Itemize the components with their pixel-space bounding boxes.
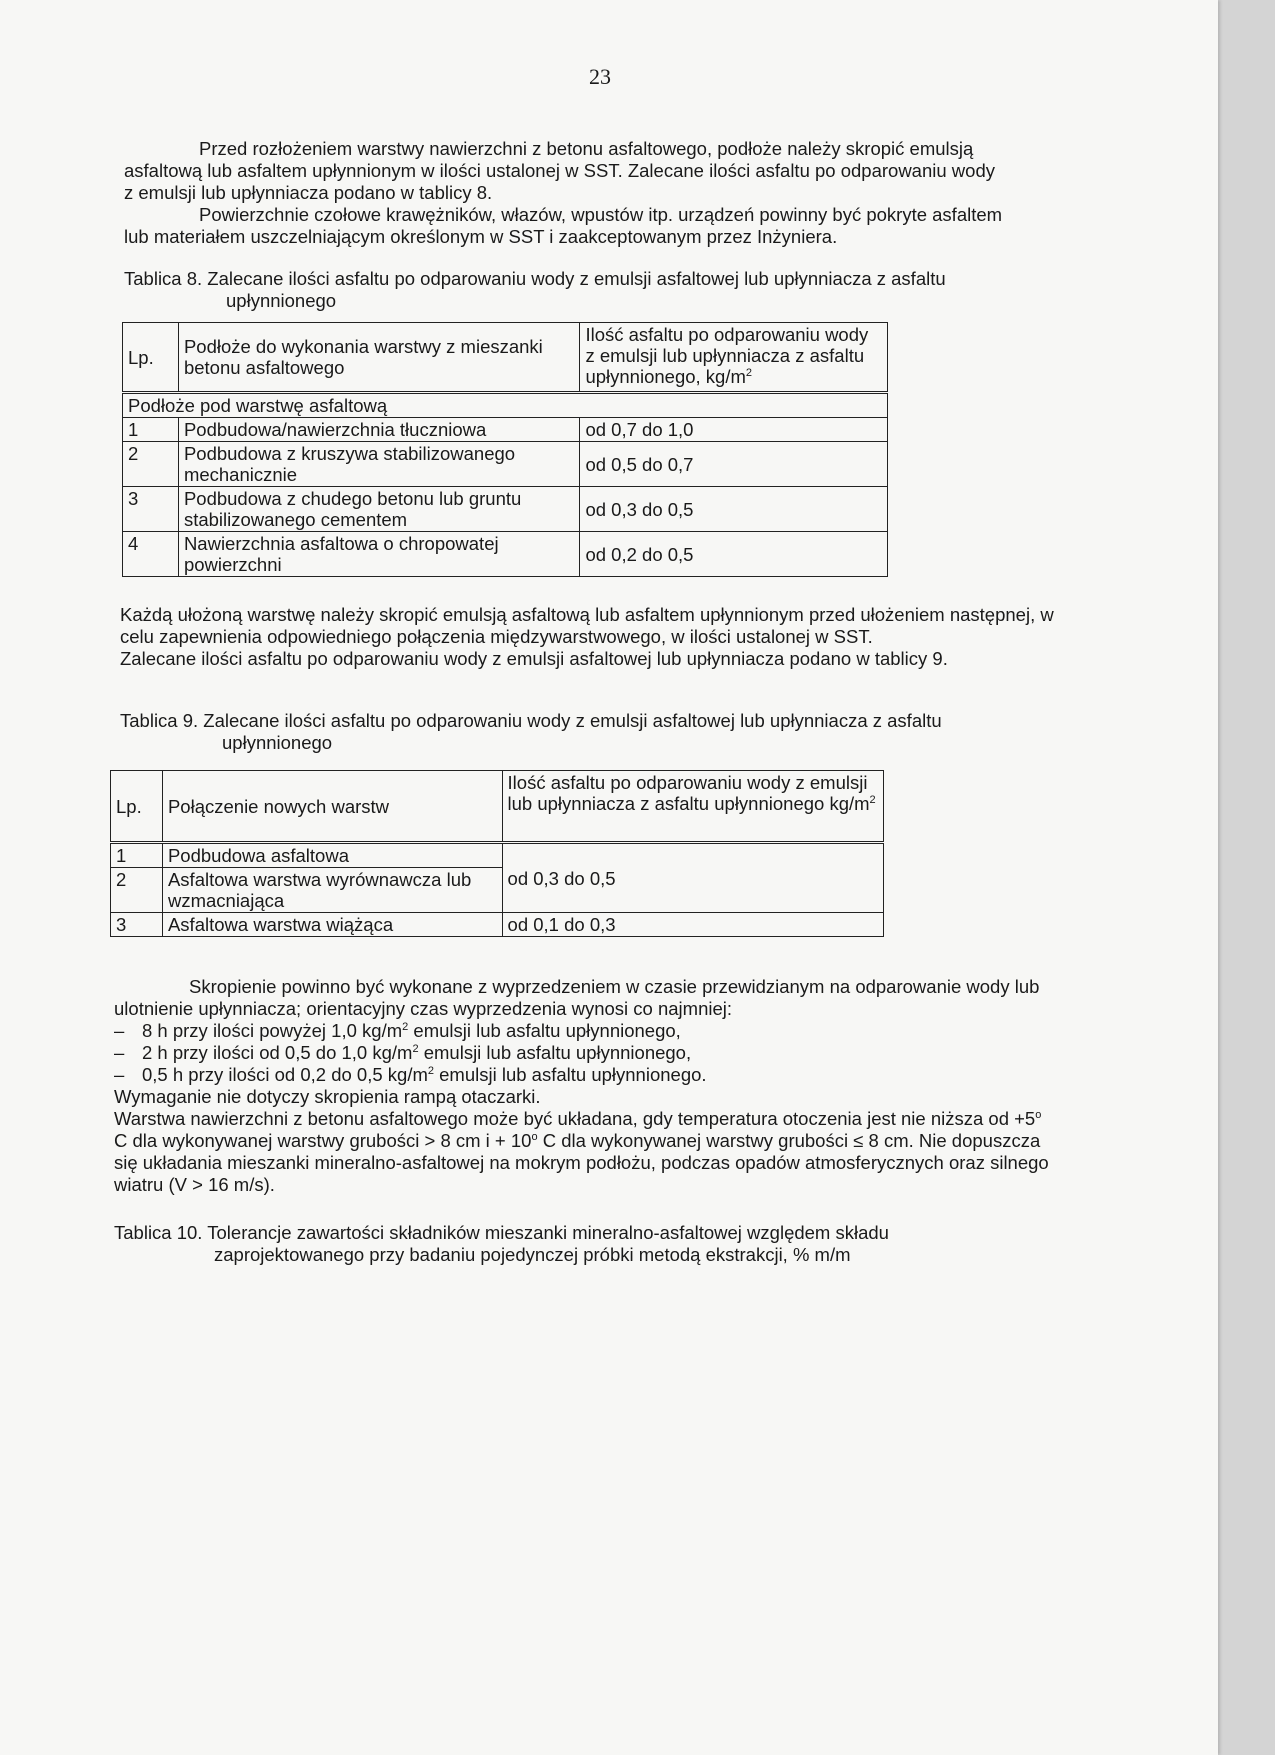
list-dash: – bbox=[114, 1020, 125, 1041]
cell-lp: 2 bbox=[111, 868, 163, 913]
list-item bbox=[114, 1020, 1059, 1042]
temperature-paragraph: Warstwa nawierzchni z betonu asfaltowego może być układana, gdy temperatura otoczenia jest nie niższa od $+5^o$ C dla wykonywanej warstwy grubości > 8 cm $i + 10^o$ C dla wykonywanej warstwy grubości ≤ 8 cm. Nie dopuszcza się układania mieszanki mineralno-asfaltowej na mokrym podłożu, podczas opadów atmosferycznych oraz silnego wiatru (V > 16 m/s). bbox=[114, 1108, 1049, 1195]
table-row bbox=[123, 487, 888, 532]
table-8 bbox=[122, 322, 888, 577]
list-text: 0,5 h przy ilości od 0,2 do 0,5 $kg/m^2$ emulsji lub asfaltu upłynnionego. bbox=[142, 1064, 707, 1085]
cell-surface: Podbudowa z kruszywa stabilizowanego mechanicznie bbox=[178, 442, 580, 487]
table-header-row bbox=[111, 771, 884, 843]
header-surface: Podłoże do wykonania warstwy z mieszanki betonu asfaltowego bbox=[178, 323, 580, 393]
caption-line: Tablica 10. Tolerancje zawartości składników mieszanki mineralno-asfaltowej względem składu bbox=[114, 1222, 889, 1243]
caption-line: upłynnionego bbox=[226, 290, 337, 311]
header-amount: Ilość asfaltu po odparowaniu wody z emulsji lub upłynniacza z asfaltu upłynnionego $kg/m^2$ bbox=[502, 771, 883, 843]
cell-surface: Podbudowa z chudego betonu lub gruntu stabilizowanego cementem bbox=[178, 487, 580, 532]
list-text: 8 h przy ilości powyżej 1,0 $kg/m^2$ emulsji lub asfaltu upłynnionego, bbox=[142, 1020, 681, 1041]
section-label: Podłoże pod warstwę asfaltową bbox=[123, 393, 888, 418]
paragraph: Powierzchnie czołowe krawężników, włazów, wpustów itp. urządzeń powinny być pokryte asfaltem lub materiałem uszczelniającym określonym w SST i zaakceptowanym przez Inżyniera. bbox=[124, 204, 1003, 247]
cell-amount: od 0,7 do 1,0 bbox=[580, 418, 888, 442]
cell-amount: od 0,5 do 0,7 bbox=[580, 442, 888, 487]
cell-amount: od 0,3 do 0,5 bbox=[580, 487, 888, 532]
cell-lp: 3 bbox=[111, 913, 163, 937]
middle-paragraphs bbox=[120, 604, 1055, 670]
header-layers: Połączenie nowych warstw bbox=[162, 771, 502, 843]
list-dash: – bbox=[114, 1064, 125, 1085]
cell-surface: Nawierzchnia asfaltowa o chropowatej powierzchni bbox=[178, 532, 580, 577]
cell-lp: 3 bbox=[123, 487, 179, 532]
table-row bbox=[123, 418, 888, 442]
table-section-row bbox=[123, 393, 888, 418]
table9-caption bbox=[120, 710, 1050, 754]
page-number: 23 bbox=[589, 64, 611, 89]
table8-caption bbox=[124, 268, 1054, 312]
caption-line: Tablica 9. Zalecane ilości asfaltu po odparowaniu wody z emulsji asfaltowej lub upłynniacza z asfaltu bbox=[120, 710, 942, 731]
paragraph: Każdą ułożoną warstwę należy skropić emulsją asfaltową lub asfaltem upłynnionym przed ułożeniem następnej, w celu zapewnienia odpowiedniego połączenia międzywarstwowego, w ilości ustalonej w SST. bbox=[120, 604, 1054, 647]
cell-layers: Asfaltowa warstwa wiążąca bbox=[162, 913, 502, 937]
cell-amount: od 0,2 do 0,5 bbox=[580, 532, 888, 577]
table-9 bbox=[110, 770, 884, 937]
paragraph: Skropienie powinno być wykonane z wyprzedzeniem w czasie przewidzianym na odparowanie wody lub ulotnienie upłynniacza; orientacyjny czas wyprzedzenia wynosi co najmniej: bbox=[114, 976, 1040, 1019]
caption-line: zaprojektowanego przy badaniu pojedynczej próbki metodą ekstrakcji, % m/m bbox=[214, 1244, 851, 1265]
list-text: 2 h przy ilości od 0,5 do 1,0 $kg/m^2$ emulsji lub asfaltu upłynnionego, bbox=[142, 1042, 692, 1063]
cell-lp: 1 bbox=[111, 843, 163, 868]
list-item bbox=[114, 1064, 1059, 1086]
table10-caption bbox=[114, 1222, 1054, 1266]
header-lp: Lp. bbox=[123, 323, 179, 393]
cell-lp: 4 bbox=[123, 532, 179, 577]
cell-lp: 1 bbox=[123, 418, 179, 442]
cell-layers: Podbudowa asfaltowa bbox=[162, 843, 502, 868]
table-header-row bbox=[123, 323, 888, 393]
paragraph: Wymaganie nie dotyczy skropienia rampą otaczarki. bbox=[114, 1086, 541, 1107]
table-row bbox=[123, 442, 888, 487]
cell-surface: Podbudowa/nawierzchnia tłuczniowa bbox=[178, 418, 580, 442]
intro-paragraphs bbox=[124, 138, 1004, 248]
header-lp: Lp. bbox=[111, 771, 163, 843]
header-amount: Ilość asfaltu po odparowaniu wody z emulsji lub upłynniacza z asfaltu upłynnionego, $kg/m^2$ bbox=[580, 323, 888, 393]
cell-lp: 2 bbox=[123, 442, 179, 487]
table-row bbox=[111, 913, 884, 937]
paragraph: Zalecane ilości asfaltu po odparowaniu wody z emulsji asfaltowej lub upłynniacza podano w tablicy 9. bbox=[120, 648, 948, 669]
list-item bbox=[114, 1042, 1059, 1064]
spraying-section bbox=[114, 976, 1059, 1196]
table-row bbox=[123, 532, 888, 577]
table-row bbox=[111, 843, 884, 868]
caption-line: upłynnionego bbox=[222, 732, 333, 753]
caption-line: Tablica 8. Zalecane ilości asfaltu po odparowaniu wody z emulsji asfaltowej lub upłynniacza z asfaltu bbox=[124, 268, 946, 289]
cell-amount: od 0,1 do 0,3 bbox=[502, 913, 883, 937]
cell-amount-merged: od 0,3 do 0,5 bbox=[502, 843, 883, 913]
paragraph: Przed rozłożeniem warstwy nawierzchni z betonu asfaltowego, podłoże należy skropić emulsją asfaltową lub asfaltem upłynnionym w ilości ustalonej w SST. Zalecane ilości asfaltu po odparowaniu wody z emulsji lub upłynniacza podano w tablicy 8. bbox=[124, 138, 995, 203]
list-dash: – bbox=[114, 1042, 125, 1063]
cell-layers: Asfaltowa warstwa wyrównawcza lub wzmacniająca bbox=[162, 868, 502, 913]
